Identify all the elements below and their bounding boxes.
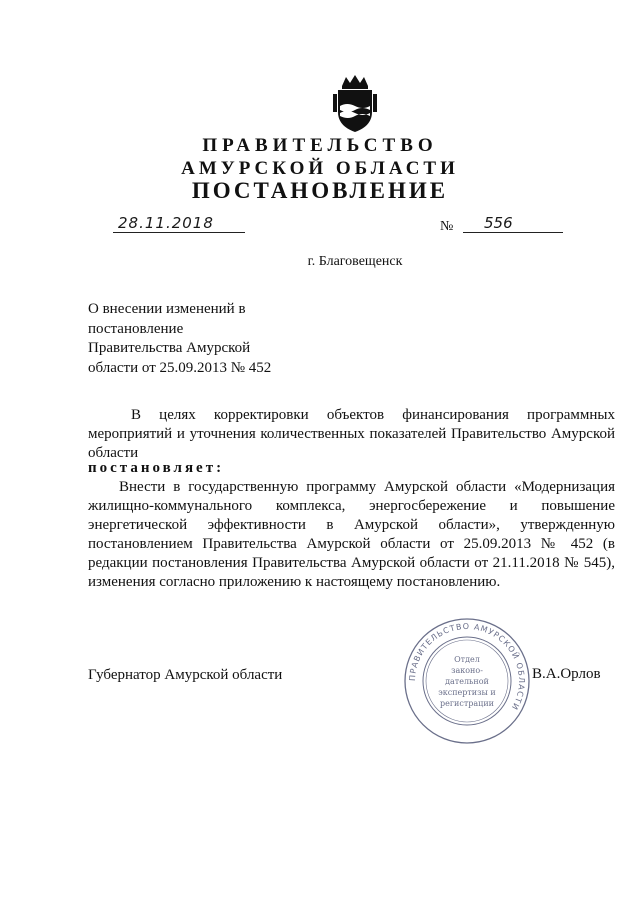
operative-paragraph: Внести в государственную программу Амурской области «Модернизация жилищно-коммунального комплекса, энергосбережение и повышение энергетической эффективности в Амурской области», утвержденную постановлением Правительства Амурской области от 25.09.2013 № 452 (в редакции постановления Правительства Амурской области от 21.11.2018 № 545), изменения согласно приложению к настоящему постановлению. (88, 479, 615, 590)
document-type-title: ПОСТАНОВЛЕНИЕ (191, 178, 449, 203)
stamp-inner-line: экспертизы и (438, 688, 496, 697)
document-date: 28.11.2018 (118, 214, 214, 232)
stamp-inner-line: регистрации (440, 699, 494, 708)
stamp-ring-text: ПРАВИТЕЛЬСТВО АМУРСКОЙ ОБЛАСТИ (407, 621, 527, 712)
preamble-paragraph: В целях корректировки объектов финансирования программных мероприятий и уточнения количественных показателей Правительство Амурской области (88, 407, 615, 461)
subject-line: области от 25.09.2013 № 452 (88, 359, 272, 376)
registration-stamp-icon (402, 616, 532, 746)
city-line: г. Благовещенск (307, 254, 403, 269)
signer-title: Губернатор Амурской области (88, 667, 283, 683)
subject-line: Правительства Амурской (88, 340, 251, 356)
number-underline (463, 232, 563, 233)
coat-of-arms-icon (330, 72, 380, 134)
government-title-line2: АМУРСКОЙ ОБЛАСТИ (181, 158, 459, 179)
signer-name: В.А.Орлов (532, 666, 601, 682)
number-sign: № (440, 219, 454, 234)
subject-line: О внесении изменений в (88, 301, 246, 317)
stamp-inner-line: Отдел (454, 655, 480, 664)
stamp-inner-line: законо- (451, 666, 483, 675)
document-number: 556 (484, 214, 513, 232)
subject-line: постановление (88, 320, 184, 337)
document-subject (88, 300, 308, 378)
stamp-inner-line: дательной (445, 677, 489, 686)
government-title-line1: ПРАВИТЕЛЬСТВО (202, 135, 438, 156)
decree-word: постановляет: (88, 460, 225, 476)
date-underline (113, 232, 245, 233)
